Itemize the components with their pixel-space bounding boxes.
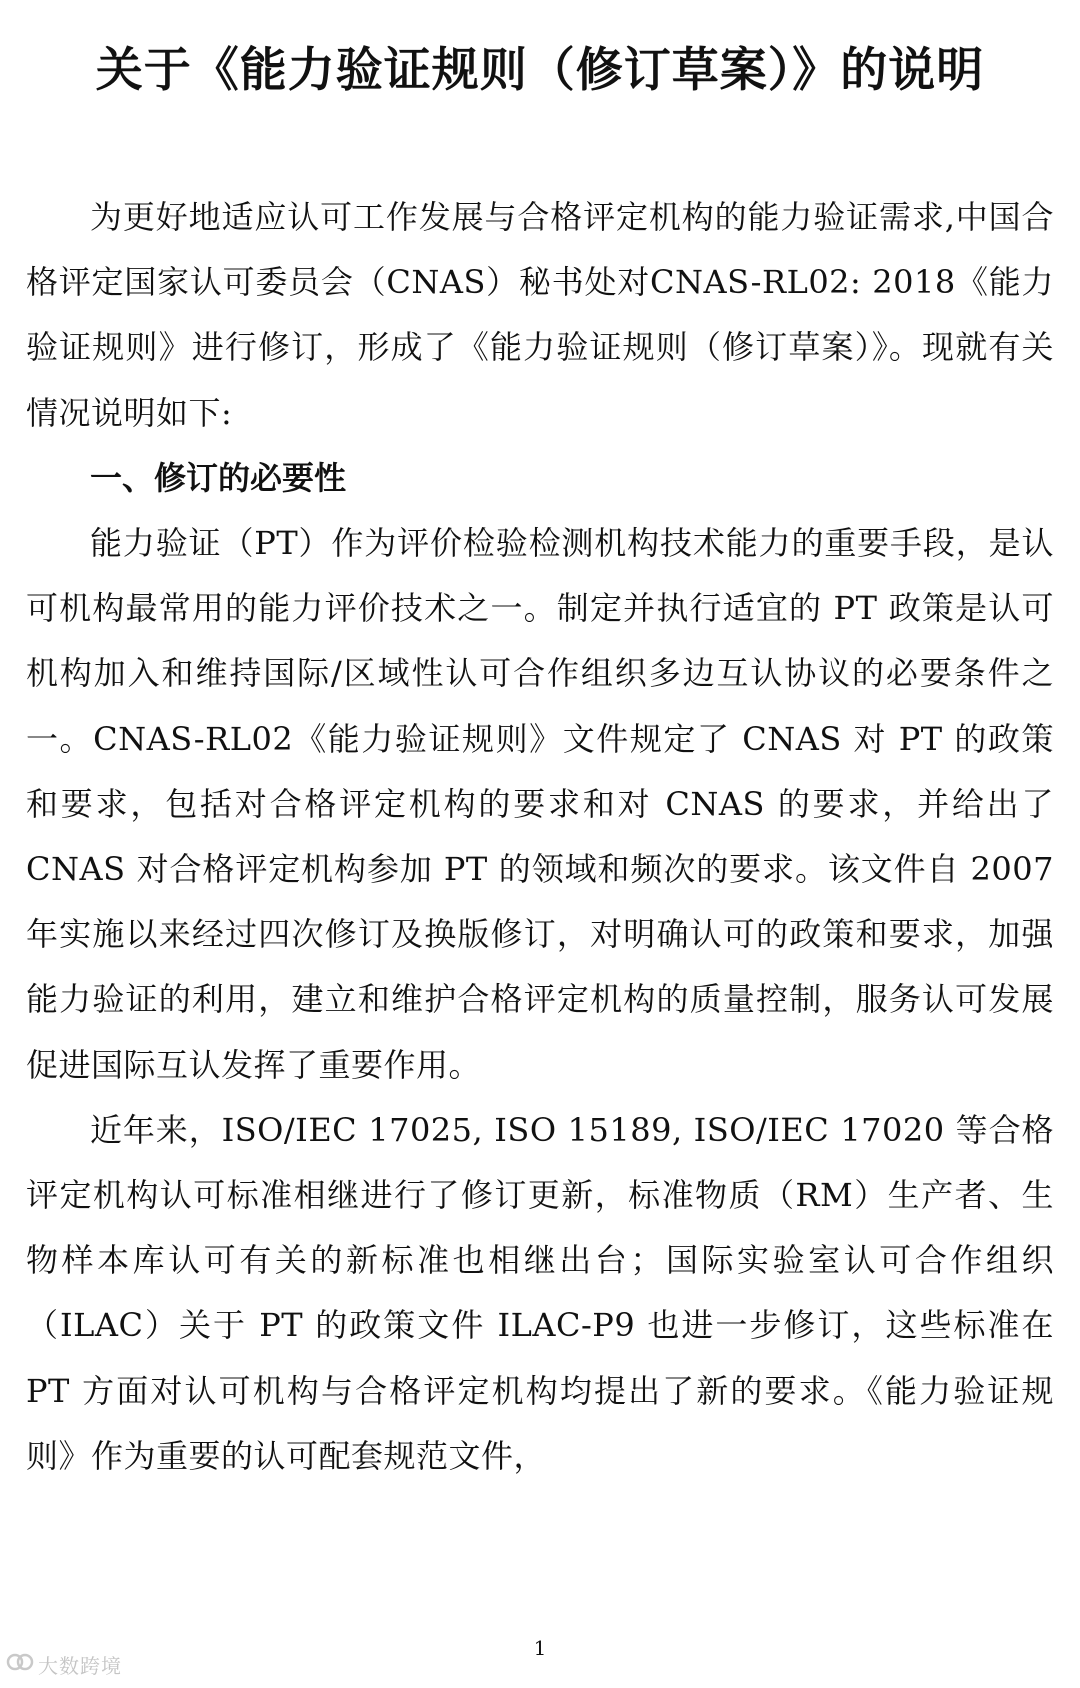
body-paragraph-2: 近年来，ISO/IEC 17025, ISO 15189, ISO/IEC 17020 等合格评定机构认可标准相继进行了修订更新，标准物质（RM）生产者、生物样本库认可有关的新标准也相继出台；国际实验室认可合作组织（ILAC）关于 PT 的政策文件 ILAC-P9 也进一步修订，这些标准在 PT 方面对认可机构与合格评定机构均提出了新的要求。《能力验证规则》作为重要的认可配套规范文件， <box>26 1110 1054 1475</box>
document-title: 关于《能力验证规则（修订草案）》的说明 <box>95 43 985 98</box>
body-paragraph-1: 能力验证（PT）作为评价检验检测机构技术能力的重要手段，是认可机构最常用的能力评价技术之一。制定并执行适宜的 PT 政策是认可机构加入和维持国际/区域性认可合作组织多边互认协议的必要条件之一。CNAS-RL02《能力验证规则》文件规定了 CNAS 对 PT 的政策和要求，包括对合格评定机构的要求和对 CNAS 的要求，并给出了 CNAS 对合格评定机构参加 PT 的领域和频次的要求。该文件自 2007 年实施以来经过四次修订及换版修订，对明确认可的政策和要求，加强能力验证的利用，建立和维护合格评定机构的质量控制，服务认可发展促进国际互认发挥了重要作用。 <box>26 524 1054 1084</box>
watermark-text: 大数跨境 <box>38 1653 122 1678</box>
watermark <box>6 1648 122 1680</box>
document-body <box>26 185 1054 1489</box>
section-heading: 一、修订的必要性 <box>90 458 347 497</box>
watermark-logo-icon <box>6 1648 34 1680</box>
page-number: 1 <box>533 1636 547 1660</box>
intro-paragraph: 为更好地适应认可工作发展与合格评定机构的能力验证需求,中国合格评定国家认可委员会（CNAS）秘书处对CNAS-RL02: 2018《能力验证规则》进行修订，形成了《能力验证规则（修订草案）》。现就有关情况说明如下: <box>26 198 1054 432</box>
